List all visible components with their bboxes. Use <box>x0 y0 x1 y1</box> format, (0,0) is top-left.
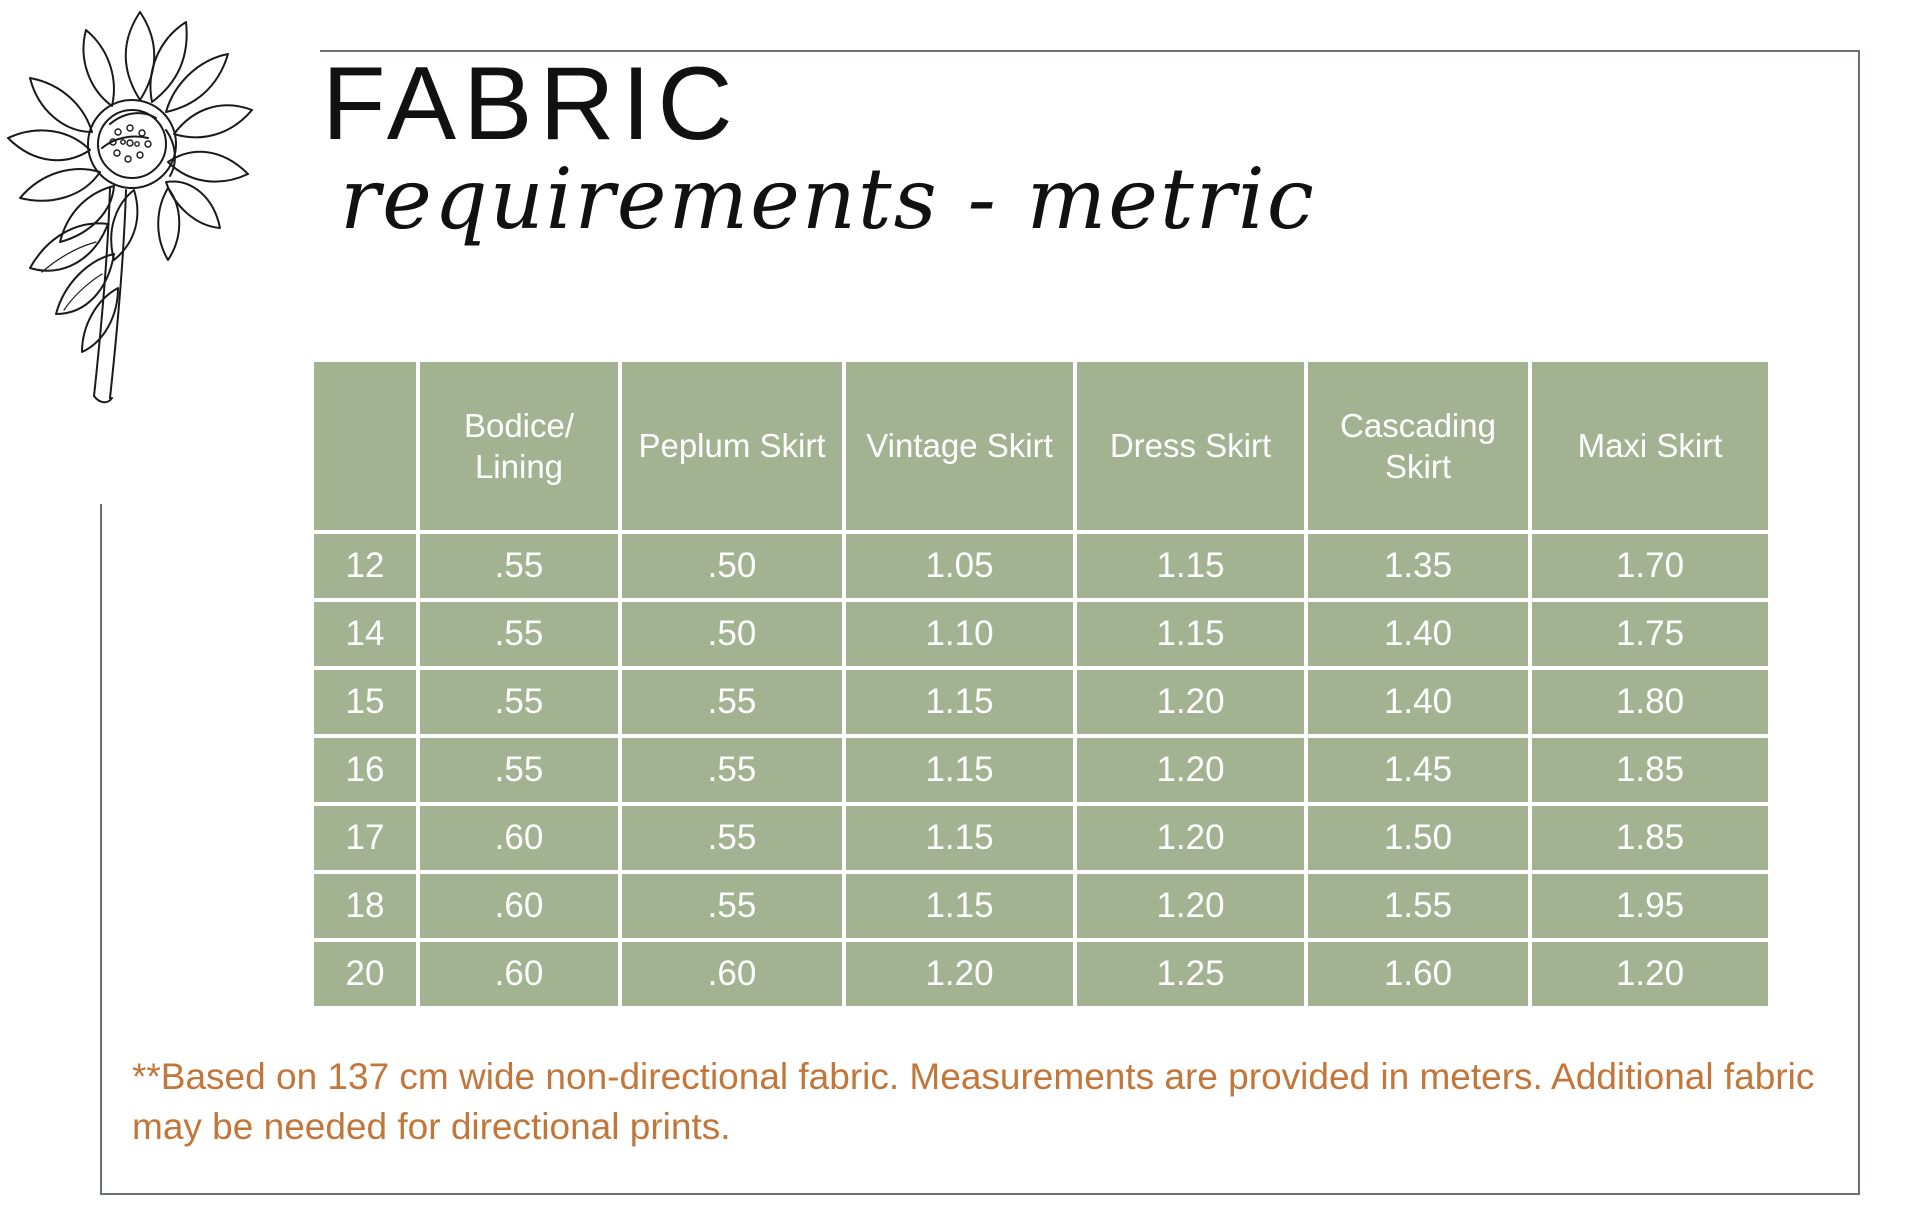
cell-peplum-skirt: .55 <box>622 874 842 938</box>
table-row <box>314 534 1768 598</box>
page-subtitle: requirements - metric <box>340 150 1316 248</box>
table-corner-cell <box>314 362 416 530</box>
cell-cascading-skirt: 1.55 <box>1308 874 1528 938</box>
column-header-bodice-lining: Bodice/ Lining <box>420 362 618 530</box>
cell-dress-skirt: 1.20 <box>1077 670 1304 734</box>
row-size-label: 16 <box>314 738 416 802</box>
cell-vintage-skirt: 1.20 <box>846 942 1073 1006</box>
table-row <box>314 806 1768 870</box>
cell-bodice-lining: .60 <box>420 874 618 938</box>
cell-bodice-lining: .55 <box>420 670 618 734</box>
cell-dress-skirt: 1.15 <box>1077 602 1304 666</box>
cell-maxi-skirt: 1.85 <box>1532 738 1768 802</box>
table-row <box>314 670 1768 734</box>
cell-bodice-lining: .55 <box>420 602 618 666</box>
cell-vintage-skirt: 1.15 <box>846 874 1073 938</box>
table-header-row <box>314 362 1768 530</box>
cell-cascading-skirt: 1.60 <box>1308 942 1528 1006</box>
cell-maxi-skirt: 1.75 <box>1532 602 1768 666</box>
cell-peplum-skirt: .55 <box>622 806 842 870</box>
cell-vintage-skirt: 1.10 <box>846 602 1073 666</box>
column-header-vintage-skirt: Vintage Skirt <box>846 362 1073 530</box>
cell-vintage-skirt: 1.05 <box>846 534 1073 598</box>
cell-cascading-skirt: 1.40 <box>1308 670 1528 734</box>
row-size-label: 18 <box>314 874 416 938</box>
table-row <box>314 942 1768 1006</box>
cell-peplum-skirt: .55 <box>622 670 842 734</box>
row-size-label: 15 <box>314 670 416 734</box>
cell-maxi-skirt: 1.95 <box>1532 874 1768 938</box>
cell-peplum-skirt: .50 <box>622 602 842 666</box>
cell-cascading-skirt: 1.50 <box>1308 806 1528 870</box>
cell-bodice-lining: .60 <box>420 942 618 1006</box>
border-gap-left <box>94 44 108 504</box>
cell-bodice-lining: .55 <box>420 738 618 802</box>
cell-cascading-skirt: 1.40 <box>1308 602 1528 666</box>
row-size-label: 20 <box>314 942 416 1006</box>
cell-cascading-skirt: 1.45 <box>1308 738 1528 802</box>
cell-dress-skirt: 1.20 <box>1077 738 1304 802</box>
column-header-maxi-skirt: Maxi Skirt <box>1532 362 1768 530</box>
table-row <box>314 738 1768 802</box>
cell-vintage-skirt: 1.15 <box>846 670 1073 734</box>
column-header-cascading-skirt: Cascading Skirt <box>1308 362 1528 530</box>
page-title: FABRIC <box>322 46 740 162</box>
cell-dress-skirt: 1.20 <box>1077 806 1304 870</box>
column-header-dress-skirt: Dress Skirt <box>1077 362 1304 530</box>
fabric-requirements-table <box>310 358 1772 1010</box>
table-row <box>314 602 1768 666</box>
cell-peplum-skirt: .55 <box>622 738 842 802</box>
cell-dress-skirt: 1.20 <box>1077 874 1304 938</box>
cell-dress-skirt: 1.15 <box>1077 534 1304 598</box>
cell-vintage-skirt: 1.15 <box>846 738 1073 802</box>
cell-maxi-skirt: 1.85 <box>1532 806 1768 870</box>
column-header-peplum-skirt: Peplum Skirt <box>622 362 842 530</box>
cell-peplum-skirt: .60 <box>622 942 842 1006</box>
cell-dress-skirt: 1.25 <box>1077 942 1304 1006</box>
cell-cascading-skirt: 1.35 <box>1308 534 1528 598</box>
cell-bodice-lining: .60 <box>420 806 618 870</box>
cell-maxi-skirt: 1.80 <box>1532 670 1768 734</box>
cell-peplum-skirt: .50 <box>622 534 842 598</box>
row-size-label: 12 <box>314 534 416 598</box>
border-gap-top <box>98 44 320 58</box>
cell-maxi-skirt: 1.70 <box>1532 534 1768 598</box>
cell-vintage-skirt: 1.15 <box>846 806 1073 870</box>
table-row <box>314 874 1768 938</box>
row-size-label: 14 <box>314 602 416 666</box>
cell-bodice-lining: .55 <box>420 534 618 598</box>
footnote-text: **Based on 137 cm wide non-directional fabric. Measurements are provided in meters. Additional fabric may be needed for directional prints. <box>132 1056 1815 1147</box>
row-size-label: 17 <box>314 806 416 870</box>
cell-maxi-skirt: 1.20 <box>1532 942 1768 1006</box>
